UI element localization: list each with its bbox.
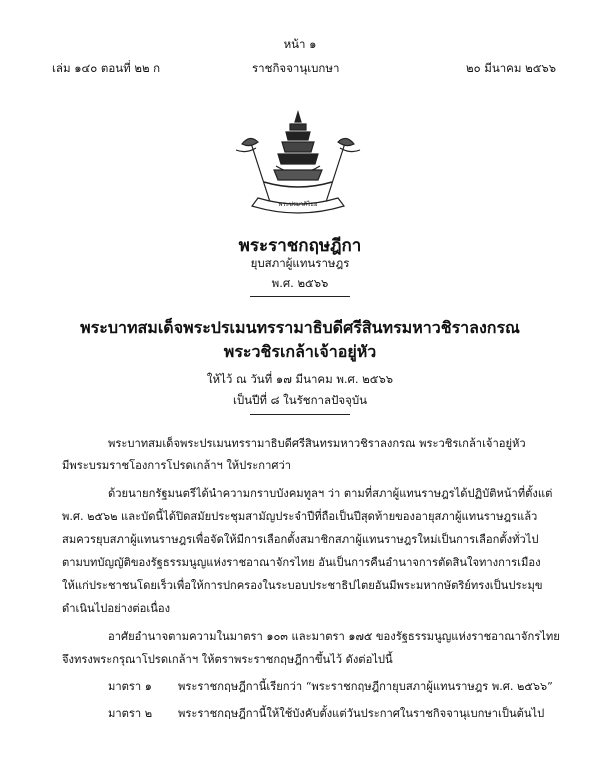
emblem-ribbon-text: พระปรมาภิไธย [278,201,318,208]
gazette-name: ราชกิจจานุเบกษา [252,61,340,75]
para2-line6: ดำเนินไปอย่างต่อเนื่อง [62,602,171,615]
para2-line5: ให้แก่ประชาชนโดยเร็วเพื่อให้การปกครองในระบอบประชาธิปไตยอันมีพระมหากษัตริย์ทรงเป็นประมุข [62,579,543,592]
para1-line2: มีพระบรมราชโองการโปรดเกล้าฯ ให้ประกาศว่า [62,459,292,472]
document-year: พ.ศ. ๒๕๖๖ [271,276,329,290]
page-number: หน้า ๑ [283,37,317,51]
document-type: พระราชกฤษฎีกา [238,236,362,256]
para3-line1: อาศัยอำนาจตามความในมาตรา ๑๐๓ และมาตรา ๑๗๕ ของรัฐธรรมนูญแห่งราชอาณาจักรไทย [108,630,560,643]
para1-line1: พระบาทสมเด็จพระปรเมนทรรามาธิบดีศรีสินทรมหาวชิราลงกรณ พระวชิรเกล้าเจ้าอยู่หัว [108,437,526,450]
para3-line2: จึงทรงพระกรุณาโปรดเกล้าฯ ให้ตราพระราชกฤษฎีกาขึ้นไว้ ดังต่อไปนี้ [62,653,393,666]
given-date: ให้ไว้ ณ วันที่ ๑๗ มีนาคม พ.ศ. ๒๕๖๖ [206,372,394,386]
publication-date: ๒๐ มีนาคม ๒๕๖๖ [466,61,556,75]
section2-text: พระราชกฤษฎีกานี้ให้ใช้บังคับตั้งแต่วันประกาศในราชกิจจานุเบกษาเป็นต้นไป [178,707,545,720]
title-divider [250,296,350,297]
king-name-line2: พระวชิรเกล้าเจ้าอยู่หัว [223,342,377,361]
para2-line4: ตามบทบัญญัติของรัฐธรรมนูญแห่งราชอาณาจักรไทย อันเป็นการคืนอำนาจการตัดสินใจทางการเมือง [62,556,541,569]
para2-line1: ด้วยนายกรัฐมนตรีได้นำความกราบบังคมทูลฯ ว่า ตามที่สภาผู้แทนราษฎรได้ปฏิบัติหน้าที่ตั้งแต่ [108,487,553,500]
para2-line3: สมควรยุบสภาผู้แทนราษฎรเพื่อจัดให้มีการเลือกตั้งสมาชิกสภาผู้แทนราษฎรใหม่เป็นการเลือกตั้งทั่วไป [62,533,539,546]
given-divider [250,414,350,415]
king-name-line1: พระบาทสมเด็จพระปรเมนทรรามาธิบดีศรีสินทรมหาวชิราลงกรณ [80,318,520,337]
section2-label: มาตรา ๒ [108,707,153,720]
volume-issue: เล่ม ๑๔๐ ตอนที่ ๒๒ ก [52,61,161,75]
para2-line2: พ.ศ. ๒๕๖๒ และบัดนี้ได้ปิดสมัยประชุมสามัญประจำปีที่ถือเป็นปีสุดท้ายของอายุสภาผู้แทนราษฎรแล้ว [62,510,538,523]
royal-crown-emblem-icon [228,110,368,220]
section1-text: พระราชกฤษฎีกานี้เรียกว่า “พระราชกฤษฎีกายุบสภาผู้แทนราษฎร พ.ศ. ๒๕๖๖” [178,680,553,693]
reign-year: เป็นปีที่ ๘ ในรัชกาลปัจจุบัน [232,393,368,407]
section1-label: มาตรา ๑ [108,680,152,693]
document-subject: ยุบสภาผู้แทนราษฎร [250,256,350,270]
